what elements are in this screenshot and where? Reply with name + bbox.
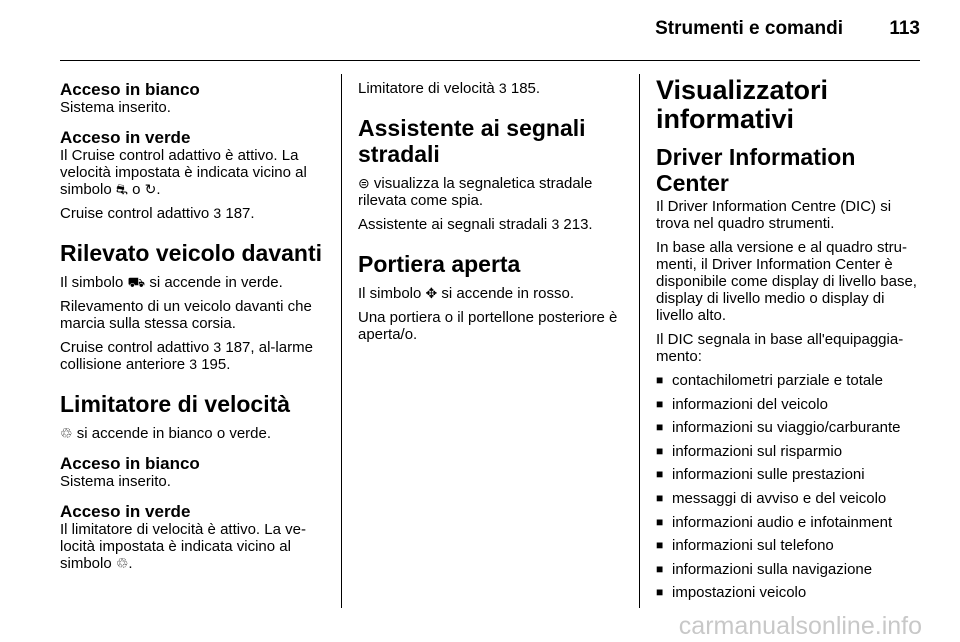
bullet-icon: ■ <box>656 467 664 482</box>
bullet-icon: ■ <box>656 420 664 435</box>
heading-door-open: Portiera aperta <box>358 251 521 277</box>
bullet-icon: ■ <box>656 538 664 553</box>
text-signs-2: Assistente ai segnali stradali 3 213. <box>358 216 593 233</box>
list-item: ■ informazioni audio e infotainment <box>656 513 893 531</box>
bullet-icon: ■ <box>656 373 664 387</box>
list-item: ■ informazioni del veicolo <box>656 395 828 413</box>
list-item: ■ informazioni sul telefono <box>656 537 834 555</box>
bullet-icon: ■ <box>656 561 664 576</box>
heading-info-displays: Visualizzatori informativi <box>656 75 829 134</box>
header-rule <box>60 60 920 61</box>
bullet-icon: ■ <box>656 443 664 458</box>
page-header-title: Strumenti e comandi <box>655 18 843 39</box>
text-green-2: Il limitatore di velocità è attivo. La ve-locità impostata è indicata vicino al simbolo ♲. <box>60 521 306 572</box>
heading-green-1: Acceso in verde <box>60 128 191 147</box>
text-green-1: Il Cruise control adattivo è attivo. La velocità impostata è indicata vicino al simbolo ⛐ o ↻. <box>60 147 307 198</box>
heading-vehicle-ahead: Rilevato veicolo davanti <box>60 240 323 266</box>
watermark: carmanualsonline.info <box>678 612 922 640</box>
page-ref-icon: 3 <box>498 80 507 96</box>
heading-dic: Driver Information Center <box>656 144 856 196</box>
column-3 <box>656 76 922 608</box>
text-white-1: Sistema inserito. <box>60 99 171 116</box>
column-2 <box>358 80 626 350</box>
page-ref-icon: 3 <box>551 216 560 232</box>
list-item: ■ informazioni sulle prestazioni <box>656 466 865 484</box>
column-1 <box>60 80 328 579</box>
bullet-icon: ■ <box>656 396 664 411</box>
text-acc-ref: Cruise control adattivo 3 187. <box>60 205 255 222</box>
list-item: ■ informazioni sulla navigazione <box>656 560 873 578</box>
heading-white-2: Acceso in bianco <box>60 454 200 473</box>
text-vehicle-3: Cruise control adattivo 3 187, al-larme collisione anteriore 3 195. <box>60 339 313 373</box>
text-door-2: Una portiera o il portellone posteriore è aperta/o. <box>358 309 618 343</box>
bullet-icon: ■ <box>656 514 664 529</box>
text-dic-3: Il DIC segnala in base all'equipaggia-mento: <box>656 331 904 365</box>
text-dic-1: Il Driver Information Centre (DIC) si trova nel quadro strumenti. <box>656 198 892 232</box>
acc-icon: ⛐ <box>115 181 128 197</box>
text-limiter-ref: Limitatore di velocità 3 185. <box>358 80 541 97</box>
bullet-icon: ■ <box>656 490 664 505</box>
text-dic-2: In base alla versione e al quadro stru-menti, il Driver Information Center è disponibile come display di livello base, display di livello medio o display di livello alto. <box>656 239 917 324</box>
heading-traffic-sign-assistant: Assistente ai segnali stradali <box>358 115 586 167</box>
column-divider-1 <box>341 74 342 608</box>
list-item: ■ messaggi di avviso e del veicolo <box>656 489 887 507</box>
heading-white-1: Acceso in bianco <box>60 80 200 99</box>
vehicle-ahead-icon: ⛟ <box>127 274 146 290</box>
heading-green-2: Acceso in verde <box>60 502 191 521</box>
text-white-2: Sistema inserito. <box>60 473 171 490</box>
page-ref-icon: 3 <box>213 339 222 355</box>
speed-limiter-icon: ♲ <box>60 425 73 441</box>
column-divider-2 <box>639 74 640 608</box>
acc-set-icon: ↻ <box>144 181 157 197</box>
list-item: ■ impostazioni veicolo <box>656 584 807 602</box>
list-item: ■ informazioni sul risparmio <box>656 442 843 460</box>
page-ref-icon: 3 <box>189 356 198 372</box>
text-signs-1: ⊜ visualizza la segnaletica stradale rilevata come spia. <box>358 175 593 209</box>
dic-feature-list <box>656 372 922 601</box>
door-open-icon: ✥ <box>425 285 438 301</box>
text-vehicle-2: Rilevamento di un veicolo davanti che marcia sulla stessa corsia. <box>60 298 312 332</box>
list-item: ■ contachilometri parziale e totale <box>656 372 883 389</box>
page-ref-icon: 3 <box>213 205 222 221</box>
text-door-1: Il simbolo ✥ si accende in rosso. <box>358 285 575 302</box>
traffic-sign-icon: ⊜ <box>358 175 370 191</box>
list-item: ■ informazioni su viaggio/carburante <box>656 419 901 437</box>
heading-speed-limiter: Limitatore di velocità <box>60 391 291 417</box>
text-limiter: ♲ si accende in bianco o verde. <box>60 425 272 442</box>
page-number: 113 <box>889 18 920 39</box>
text-vehicle-1: Il simbolo ⛟ si accende in verde. <box>60 274 283 291</box>
bullet-icon: ■ <box>656 585 664 600</box>
speed-limiter-icon: ♲ <box>115 555 129 571</box>
